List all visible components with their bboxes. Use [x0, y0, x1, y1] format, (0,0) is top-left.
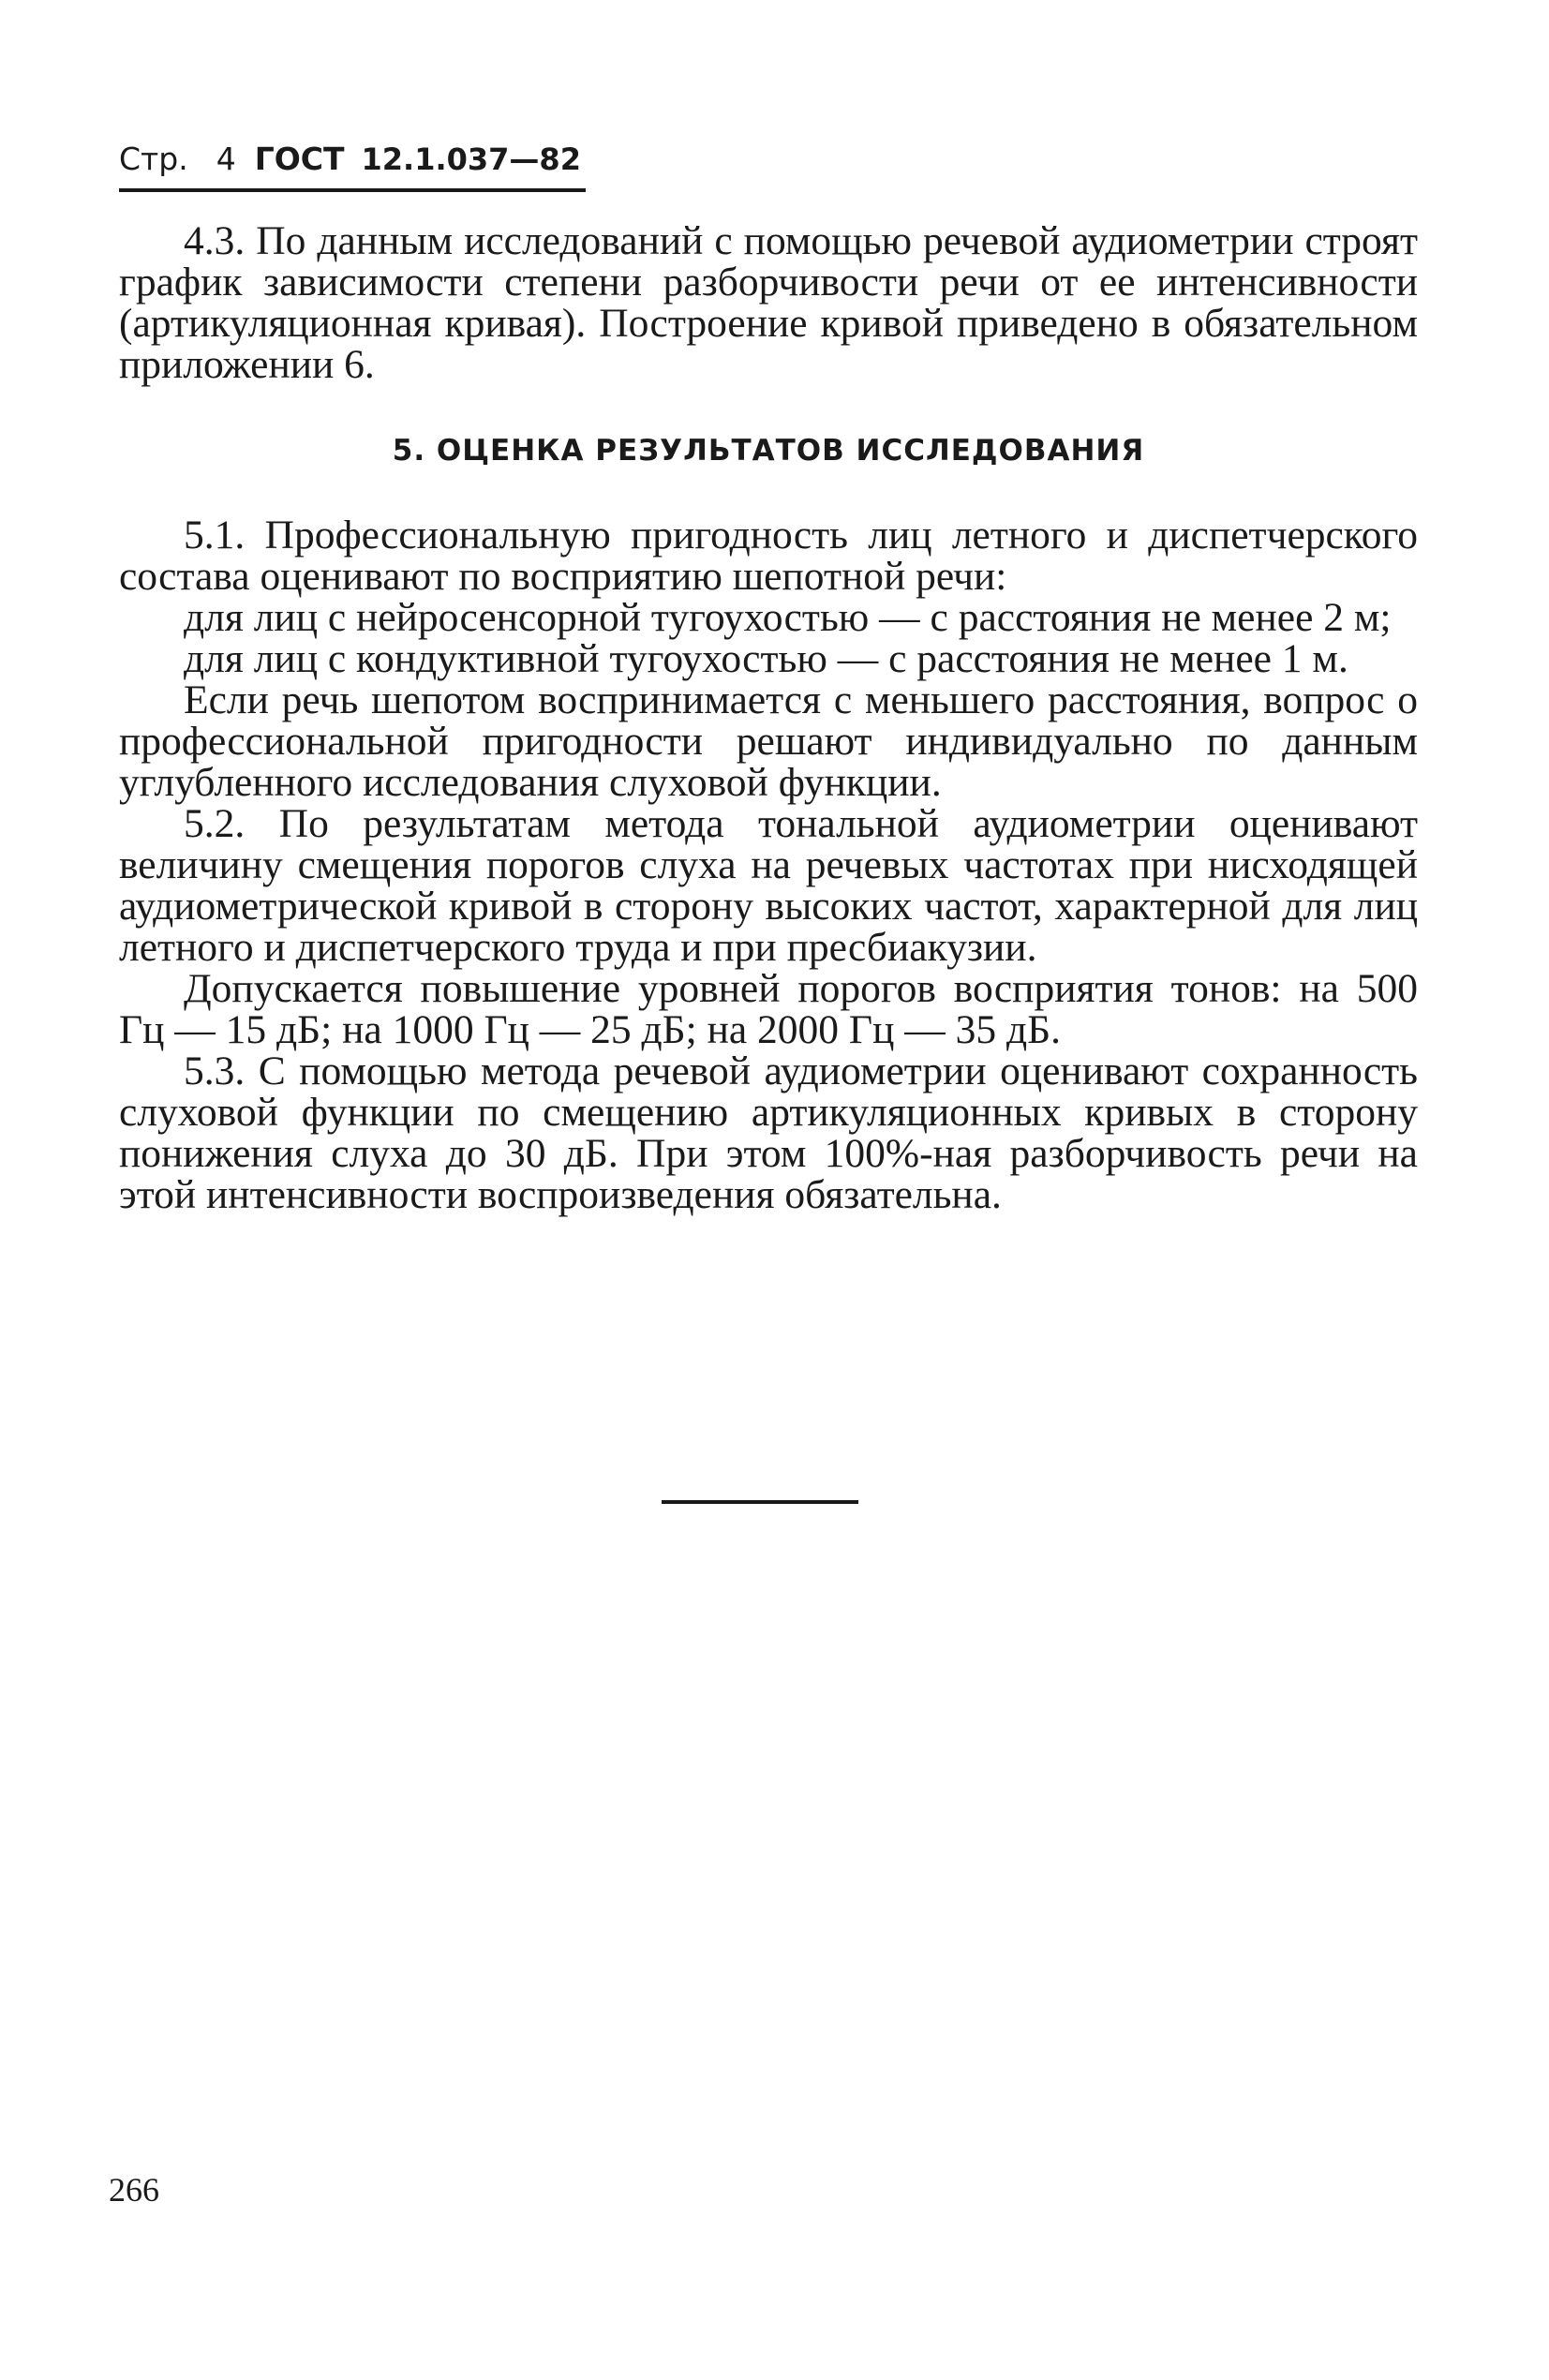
- paragraph-5-1-a: для лиц с нейросенсорной тугоухостью — с расстояния не менее 2 м;: [184, 595, 1392, 640]
- paragraph-5-2: 5.2. По результатам метода тональной аудиометрии оценивают величину смещения порогов слуха на речевых частотах при нисходящей аудиометрической кривой в сторону высоких частот, характерной для лиц летного и диспетчерского труда и при пресбиакузии.: [119, 801, 1418, 970]
- paragraph-5-2-a: Допускается повышение уровней порогов восприятия тонов: на 500 Гц — 15 дБ; на 1000 Гц — 25 дБ; на 2000 Гц — 35 дБ.: [119, 966, 1418, 1052]
- standard-code: 12.1.037—82: [361, 141, 581, 177]
- section-title: 5. ОЦЕНКА РЕЗУЛЬТАТОВ ИССЛЕДОВАНИЯ: [392, 434, 1145, 468]
- page-number: 266: [109, 2171, 159, 2209]
- paragraph-5-1-c: Если речь шепотом воспринимается с меньшего расстояния, вопрос о профессиональной пригодности решают индивидуально по данным углубленного исследования слуховой функции.: [119, 677, 1418, 805]
- body-text: [119, 220, 1418, 1215]
- page-prefix: Стр.: [119, 141, 188, 177]
- header-rule: [119, 188, 586, 192]
- end-rule: [662, 1500, 858, 1504]
- standard-label: ГОСТ: [254, 141, 345, 177]
- running-header: [119, 141, 586, 195]
- header-page-number: 4: [216, 141, 236, 177]
- paragraph-5-1: 5.1. Профессиональную пригодность лиц летного и диспетчерского состава оценивают по восприятию шепотной речи:: [119, 513, 1418, 599]
- paragraph-5-1-b: для лиц с кондуктивной тугоухостью — с расстояния не менее 1 м.: [184, 636, 1348, 681]
- paragraph-4-3: 4.3. По данным исследований с помощью речевой аудиометрии строят график зависимости степени разборчивости речи от ее интенсивности (артикуляционная кривая). Построение кривой приведено в обязательном приложении 6.: [119, 218, 1418, 387]
- paragraph-5-3: 5.3. С помощью метода речевой аудиометрии оценивают сохранность слуховой функции по смещению артикуляционных кривых в сторону понижения слуха до 30 дБ. При этом 100%-ная разборчивость речи на этой интенсивности воспроизведения обязательна.: [119, 1049, 1418, 1217]
